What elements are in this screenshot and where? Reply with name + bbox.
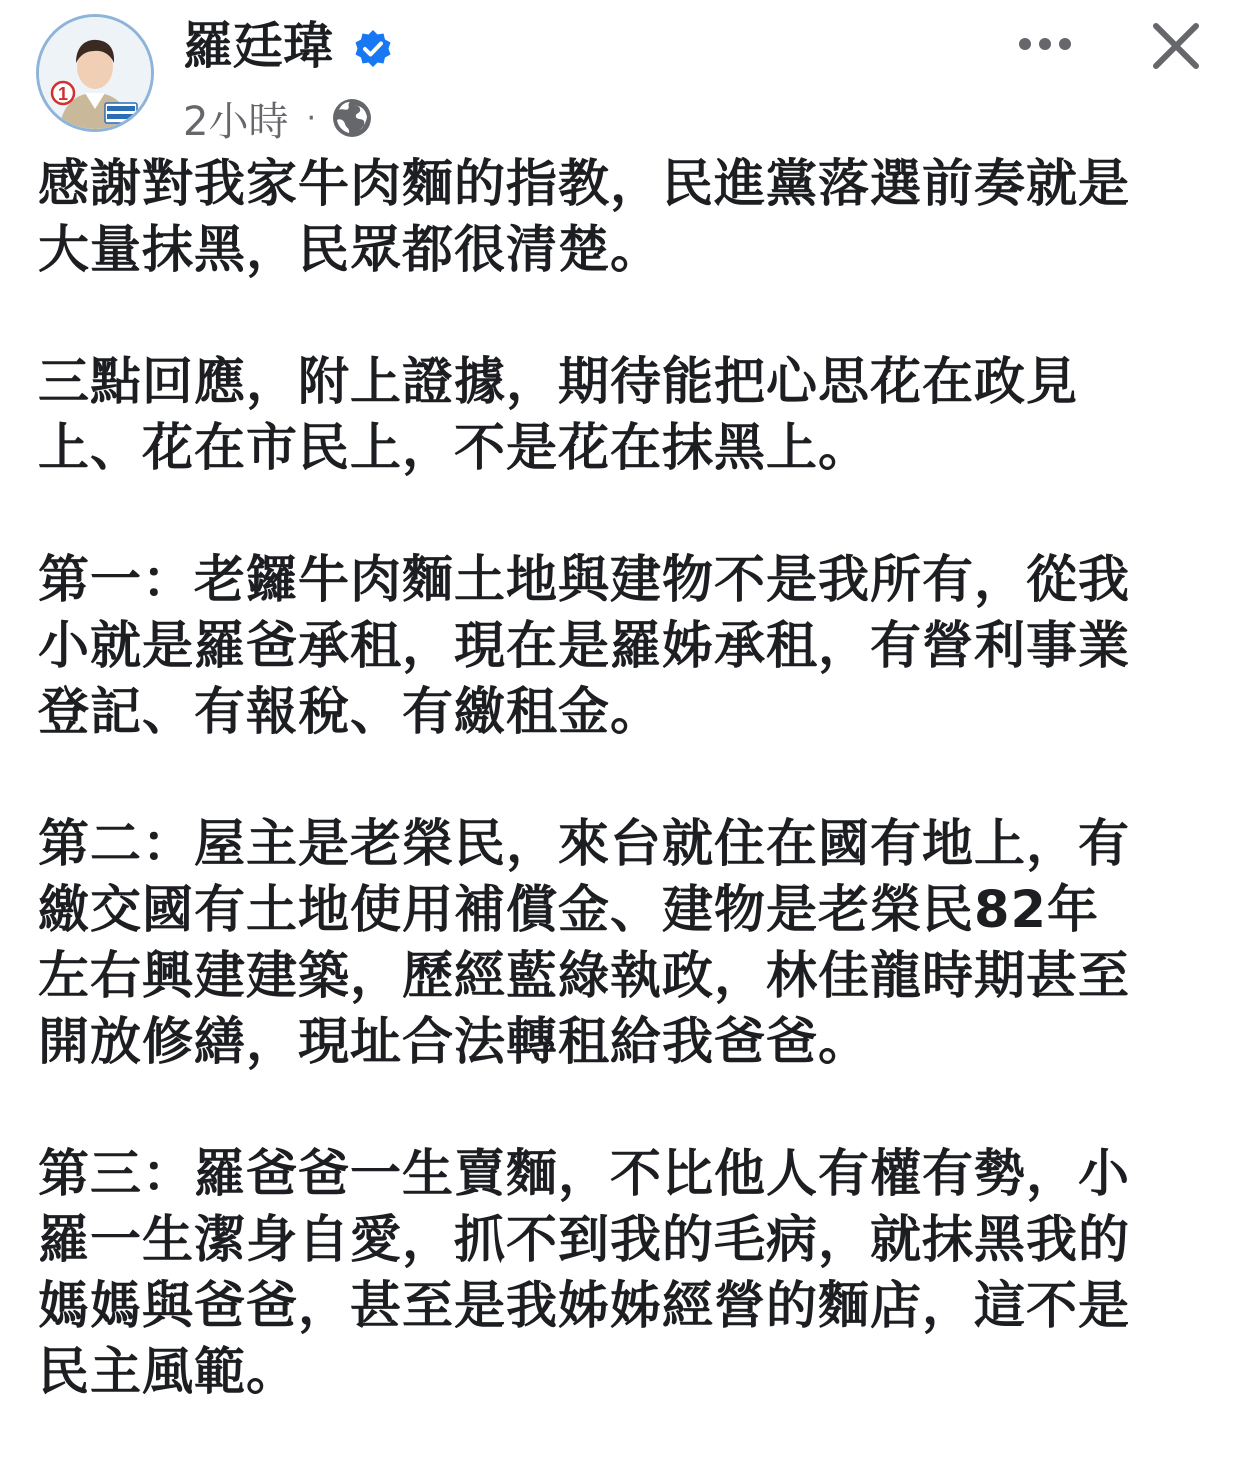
post-text-line: 繳交國有土地使用補償金、建物是老榮民82年: [38, 881, 1099, 940]
post-text-line: 媽媽與爸爸，甚至是我姊姊經營的麵店，這不是: [38, 1277, 1131, 1336]
post-text-line: 第一：老鑼牛肉麵土地與建物不是我所有，從我: [38, 551, 1131, 610]
post-text-line: 小就是羅爸承租，現在是羅姊承租，有營利事業: [38, 617, 1131, 676]
post-text-line: 登記、有報稅、有繳租金。: [38, 683, 663, 742]
post-text-line: 大量抹黑，民眾都很清楚。: [38, 221, 663, 280]
post-text-line: 羅一生潔身自愛，抓不到我的毛病，就抹黑我的: [38, 1211, 1131, 1270]
author-avatar[interactable]: [36, 14, 154, 132]
post-header: [0, 0, 1242, 150]
post-text-line: 感謝對我家牛肉麵的指教，民進黨落選前奏就是: [38, 155, 1131, 214]
post-meta: [183, 92, 374, 144]
close-icon[interactable]: [1148, 18, 1204, 74]
post-paragraph: [38, 152, 1206, 284]
post-paragraph: [38, 1142, 1206, 1406]
more-options-icon[interactable]: [1010, 22, 1080, 66]
author-name[interactable]: 羅廷瑋: [183, 17, 333, 75]
post-text-line: 民主風範。: [38, 1343, 299, 1402]
post-text-line: 第二：屋主是老榮民，來台就住在國有地上，有: [38, 815, 1131, 874]
post-paragraph: [38, 350, 1206, 482]
post-text-line: 三點回應，附上證據，期待能把心思花在政見: [38, 353, 1079, 412]
verified-badge-icon: [352, 28, 394, 70]
post-text-line: 開放修繕，現址合法轉租給我爸爸。: [38, 1013, 871, 1072]
post-paragraph: [38, 812, 1206, 1076]
post-text-line: 上、花在市民上，不是花在抹黑上。: [38, 419, 871, 478]
post-text-line: 左右興建建築，歷經藍綠執政，林佳龍時期甚至: [38, 947, 1131, 1006]
post-body: [38, 152, 1206, 1472]
meta-separator: ·: [306, 100, 316, 136]
post-paragraph: [38, 548, 1206, 746]
globe-icon: [330, 96, 374, 140]
avatar-number-badge: 1: [57, 84, 69, 104]
post-timestamp[interactable]: 2小時: [183, 98, 289, 145]
post-text-line: 第三：羅爸爸一生賣麵，不比他人有權有勢，小: [38, 1145, 1131, 1204]
avatar-portrait: [39, 17, 151, 129]
